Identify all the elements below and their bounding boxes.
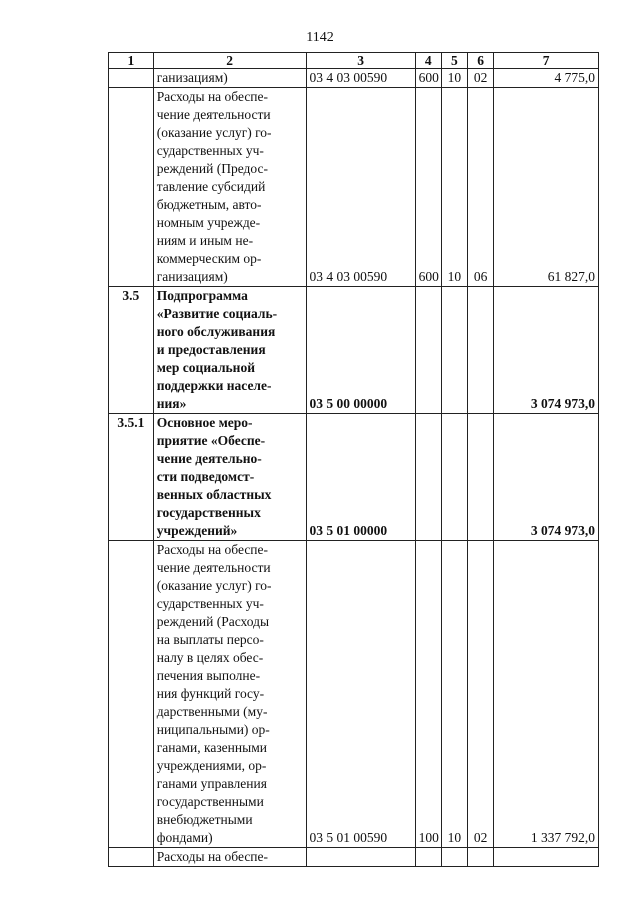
row-description: Расходы на обеспе- чение деятельности (оказание услуг) го- сударственных уч- реждений (Предос- тавление субсидий бюджетным, авто- номным учрежде- ниям и иным не- коммерческим ор- ганизациям) (153, 88, 306, 287)
table-row (109, 69, 599, 88)
table-row (109, 541, 599, 848)
column-4-value: 600 (415, 69, 441, 88)
column-6-value: 06 (468, 88, 494, 287)
column-4-value (415, 414, 441, 541)
section-number (109, 69, 154, 88)
column-4-value: 600 (415, 88, 441, 287)
section-number (109, 848, 154, 867)
header-col-5: 5 (441, 53, 467, 69)
table-row (109, 848, 599, 867)
column-4-value (415, 848, 441, 867)
classification-code: 03 4 03 00590 (306, 69, 415, 88)
row-description: Основное меро- приятие «Обеспе- чение деятельно- сти подведомст- венных областных государственных учреждений» (153, 414, 306, 541)
section-number (109, 541, 154, 848)
amount-value: 61 827,0 (494, 88, 599, 287)
column-6-value: 02 (468, 69, 494, 88)
row-description: Расходы на обеспе- чение деятельности (оказание услуг) го- сударственных уч- реждений (Расходы на выплаты персо- налу в целях обес- печения выполне- ния функций госу- дарственными (му- ниципальными) ор- ганами, казенными учреждениями, ор- ганами управления государственными внебюджетными фондами) (153, 541, 306, 848)
table-body (109, 69, 599, 867)
header-col-7: 7 (494, 53, 599, 69)
column-5-value (441, 848, 467, 867)
classification-code: 03 4 03 00590 (306, 88, 415, 287)
classification-code: 03 5 01 00590 (306, 541, 415, 848)
column-5-value: 10 (441, 88, 467, 287)
column-6-value (468, 848, 494, 867)
table-row (109, 287, 599, 414)
header-col-4: 4 (415, 53, 441, 69)
classification-code: 03 5 01 00000 (306, 414, 415, 541)
classification-code: 03 5 00 00000 (306, 287, 415, 414)
section-number (109, 88, 154, 287)
classification-code (306, 848, 415, 867)
column-6-value (468, 414, 494, 541)
header-col-3: 3 (306, 53, 415, 69)
header-col-1: 1 (109, 53, 154, 69)
table-header (109, 53, 599, 69)
page-number: 1142 (306, 30, 334, 45)
table-row (109, 88, 599, 287)
section-number: 3.5 (109, 287, 154, 414)
column-6-value: 02 (468, 541, 494, 848)
column-5-value: 10 (441, 541, 467, 848)
column-6-value (468, 287, 494, 414)
column-5-value (441, 414, 467, 541)
section-number: 3.5.1 (109, 414, 154, 541)
column-5-value: 10 (441, 69, 467, 88)
row-description: ганизациям) (153, 69, 306, 88)
column-4-value: 100 (415, 541, 441, 848)
amount-value: 3 074 973,0 (494, 414, 599, 541)
header-col-2: 2 (153, 53, 306, 69)
row-description: Расходы на обеспе- (153, 848, 306, 867)
amount-value (494, 848, 599, 867)
amount-value: 1 337 792,0 (494, 541, 599, 848)
amount-value: 4 775,0 (494, 69, 599, 88)
table-row (109, 414, 599, 541)
column-4-value (415, 287, 441, 414)
row-description: Подпрограмма «Развитие социаль- ного обслуживания и предоставления мер социальной поддержки населе- ния» (153, 287, 306, 414)
column-5-value (441, 287, 467, 414)
budget-table (108, 52, 599, 867)
header-col-6: 6 (468, 53, 494, 69)
amount-value: 3 074 973,0 (494, 287, 599, 414)
